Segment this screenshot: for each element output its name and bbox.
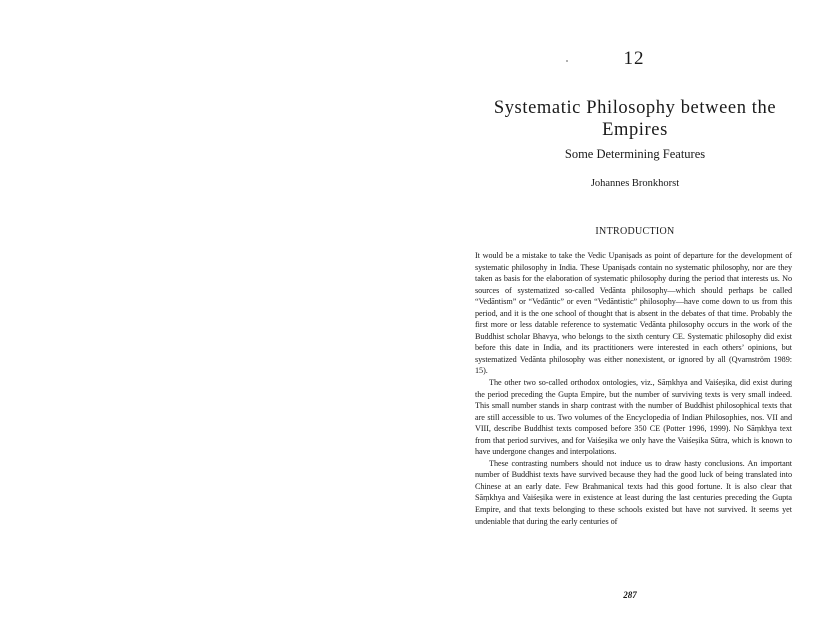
section-heading: INTRODUCTION xyxy=(595,226,675,237)
chapter-number: 12 xyxy=(623,48,645,69)
chapter-title: Systematic Philosophy between the Empires xyxy=(493,98,777,140)
page-number: 287 xyxy=(623,590,637,600)
chapter-author: Johannes Bronkhorst xyxy=(590,178,680,189)
paragraph-3: These contrasting numbers should not induce us to draw hasty conclusions. An important number of Buddhist texts have survived because they had the good luck of being translated into Chinese at an early date. Few Brahmanical texts had this good fortune. It is also clear that Sāṃkhya and Vaiśeṣika were in existence at least during the last centuries preceding the Gupta Empire, and that texts belonging to these schools existed but have not survived. It seems yet undeniable that during the early centuries of xyxy=(475,458,792,526)
paragraph-1: It would be a mistake to take the Vedic Upaniṣads as point of departure for the development of systematic philosophy in India. These Upaniṣads contain no systematic philosophy, nor are they taken as basis for the elaboration of systematic philosophy during the period that interests us. No sources of systematized so-called Vedānta philosophy—which should perhaps be called “Vedāntism” or “Vedāntic” or even “Vedāntistic” philosophy—have come down to us from this period, and it is the one school of thought that is absent in the debates of that time. Probably the first more or less datable reference to systematic Vedānta philosophy occurs in the work of the Buddhist scholar Bhavya, who belongs to the sixth century CE. Systematic philosophy did exist before this date in India, and its practitioners were interested in each others’ opinions, but systematized Vedānta philosophy was either nonexistent, or ignored by all (Qvarnström 1989: 15). xyxy=(475,251,792,376)
body-text xyxy=(475,250,792,527)
paragraph-2: The other two so-called orthodox ontologies, viz., Sāṃkhya and Vaiśeṣika, did exist during the period preceding the Gupta Empire, but the number of surviving texts is very small indeed. This small number stands in sharp contrast with the number of Buddhist philosophical texts that are still accessible to us. Two volumes of the Encyclopedia of Indian Philosophies, nos. VII and VIII, describe Buddhist texts composed before 350 CE (Potter 1996, 1999). No Sāṃkhya text from that period survives, and for Vaiśeṣika we only have the Vaiśeṣika Sūtra, which is known to have undergone changes and interpolations. xyxy=(475,378,792,457)
chapter-subtitle: Some Determining Features xyxy=(564,147,706,161)
